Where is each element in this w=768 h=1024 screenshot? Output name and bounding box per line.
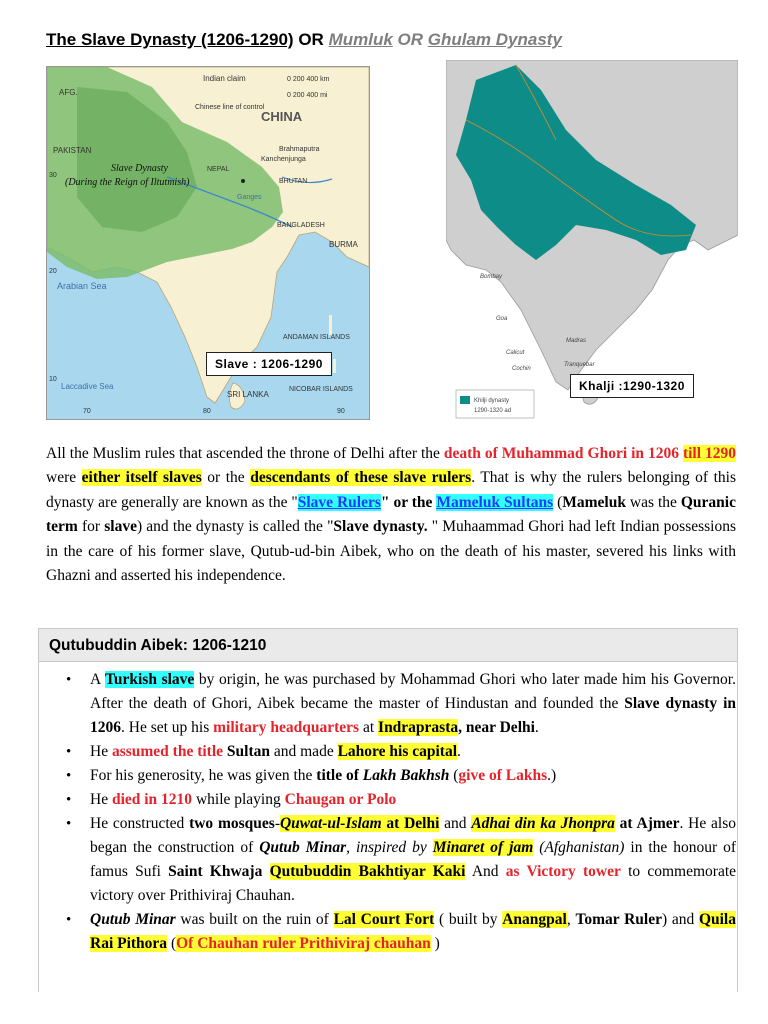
label-tranquebar: Tranquebar: [564, 362, 595, 368]
label-lon80: 80: [203, 408, 211, 415]
b5-italic-1: , inspired by: [346, 839, 433, 856]
intro-text-2: were: [46, 469, 82, 487]
khalji-legend-line2: 1290-1320 ad: [474, 408, 512, 414]
label-ganges: Ganges: [237, 194, 262, 201]
label-madras: Madras: [566, 338, 587, 344]
b5-t10: to commemorate victory over Prithiviraj Chauhan.: [90, 863, 737, 904]
b5-hl-3: Adhai din ka Jhonpra: [471, 815, 615, 832]
b6-hl-3: Quila Rai Pithora: [90, 911, 736, 952]
b6-bold-italic: Qutub Minar: [90, 911, 176, 928]
intro-hl-2: descendants of these slave rulers: [250, 469, 472, 487]
b1-hl: Indraprasta: [378, 719, 459, 736]
b1-red: military headquarters: [213, 719, 360, 736]
b5-bold-1: two mosques: [189, 815, 275, 832]
label-arabian-sea: Arabian Sea: [57, 281, 107, 291]
label-bhutan: BHUTAN: [279, 178, 308, 185]
intro-text-8: for: [77, 518, 105, 536]
label-lat20: 20: [49, 268, 57, 275]
b5-hl-2: at Delhi: [386, 815, 440, 832]
label-empire-line2: (During the Reign of Iltutmish): [65, 177, 190, 188]
intro-bold-2: Quranic term: [46, 493, 736, 536]
label-lat10: 10: [49, 376, 57, 383]
label-empire-line1: Slave Dynasty: [111, 163, 168, 174]
b1-t5: .: [534, 719, 539, 736]
intro-text-9: ) and the dynasty is called the ": [136, 518, 334, 536]
b6-t6: ): [430, 935, 440, 952]
b5-t4: and: [439, 815, 472, 832]
title-or-1: OR: [298, 30, 324, 49]
label-china: CHINA: [261, 109, 303, 124]
label-lon70: 70: [83, 408, 91, 415]
b5-bold-2: at Ajmer: [619, 815, 680, 832]
intro-cyan-1: Slave Rulers: [297, 493, 381, 511]
label-lat30: 30: [49, 172, 57, 179]
b5-hl-4: Minaret of jam: [432, 839, 534, 856]
b2-red: assumed the title: [111, 743, 224, 760]
title-or-2: OR: [397, 30, 424, 49]
b1-t2: by origin, he was purchased by Mohammad Ghori who later made him his Governor. After the death of Ghori, Aibek became the master of Hindustan and founded the: [90, 671, 736, 712]
bullet-item-6: [90, 908, 736, 956]
label-andaman: ANDAMAN ISLANDS: [283, 334, 350, 341]
label-calicut: Calicut: [506, 350, 525, 356]
b4-red-2: Chaugan or Polo: [284, 791, 397, 808]
b6-hl-2: Anangpal: [502, 911, 567, 928]
intro-bold-3: slave: [104, 518, 137, 536]
intro-hl-1: either itself slaves: [81, 469, 202, 487]
intro-text-5: " or the: [380, 493, 437, 511]
b6-t2: ( built by: [434, 911, 503, 928]
label-nepal: NEPAL: [207, 166, 230, 173]
title-alt-ghulam: Ghulam Dynasty: [427, 30, 562, 49]
b6-t1: was built on the ruin of: [175, 911, 334, 928]
b5-t2: -: [274, 815, 280, 832]
intro-text-10: " Muhaammad Ghori had left Indian possessions in the care of his former slave, Qutub-ud-bin Aibek, who on the death of his master, severed his links with Ghazni and asserted his independence.: [46, 518, 737, 585]
intro-text-4: . That is why the rulers belonging of this dynasty are generally are known as the ": [46, 469, 736, 511]
label-chinese-line: Chinese line of control: [195, 104, 265, 111]
label-laccadive: Laccadive Sea: [61, 382, 114, 391]
khalji-map-graphic: [446, 60, 738, 425]
b1-bold-2: , near Delhi: [458, 719, 535, 736]
label-afg: AFG.: [59, 88, 78, 97]
b6-t4: ) and: [661, 911, 699, 928]
intro-red-1: death of Muhammad Ghori in 1206: [443, 445, 679, 462]
b3-t1: For his generosity, he was given the: [90, 767, 317, 784]
b1-cyan: Turkish slave: [104, 671, 195, 688]
label-goa: Goa: [496, 316, 508, 322]
b1-t1: A: [90, 671, 105, 688]
b5-hl-5: Qutubuddin Bakhtiyar Kaki: [269, 863, 466, 880]
label-scale-bottom: 0 200 400 mi: [287, 92, 328, 99]
bullet-item-4: [90, 788, 736, 812]
bullet-item-5: [90, 812, 736, 908]
khalji-legend-line1: Khilji dynasty: [474, 398, 510, 404]
bullet-list: [90, 668, 736, 956]
label-brahmaputra: Brahmaputra: [279, 146, 320, 153]
page-title: [46, 30, 746, 50]
b5-t1: He constructed: [90, 815, 190, 832]
intro-bold-4: Slave dynasty.: [333, 518, 428, 536]
intro-text-6: (: [553, 493, 563, 511]
b1-t3: . He set up his: [121, 719, 214, 736]
b3-bold: title of: [316, 767, 363, 784]
bullet-item-1: [90, 668, 736, 740]
title-alt-mumluk: Mumluk: [328, 30, 393, 49]
bullet-item-3: [90, 764, 736, 788]
b4-t1: He: [90, 791, 112, 808]
label-pakistan: PAKISTAN: [53, 146, 92, 155]
label-sri-lanka: SRI LANKA: [227, 390, 269, 399]
label-nicobar: NICOBAR ISLANDS: [289, 386, 353, 393]
b5-t7: in the honour of famus Sufi: [90, 839, 737, 880]
b2-t1: He: [90, 743, 112, 760]
section-heading: Qutubuddin Aibek: 1206-1210: [38, 628, 738, 662]
slave-map-caption: Slave : 1206-1290: [206, 352, 332, 376]
label-indian-claim: Indian claim: [203, 74, 246, 83]
label-cochin: Cochin: [512, 366, 531, 372]
b4-red-1: died in 1210: [111, 791, 193, 808]
title-main: The Slave Dynasty (1206-1290): [46, 30, 294, 49]
b1-t4: at: [359, 719, 379, 736]
b6-t5: (: [167, 935, 177, 952]
b6-bold: Tomar Ruler: [575, 911, 662, 928]
b5-bold-3: Saint Khwaja: [168, 863, 263, 880]
intro-text-3: or the: [201, 469, 251, 487]
b6-hl-1: Lal Court Fort: [333, 911, 435, 928]
b6-red: Of Chauhan ruler Prithiviraj chauhan: [176, 935, 431, 952]
b1-bold: Slave dynasty in 1206: [90, 695, 736, 736]
b5-red: as Victory tower: [505, 863, 621, 880]
b3-bold-italic: Lakh Bakhsh: [362, 767, 450, 784]
intro-text-1: All the Muslim rules that ascended the throne of Delhi after the: [46, 445, 444, 462]
label-bombay: Bombay: [480, 274, 503, 280]
intro-cyan-2: Mameluk Sultans: [436, 493, 554, 511]
b2-t3: and made: [270, 743, 338, 760]
b3-t3: .): [547, 767, 557, 784]
b4-t2: while playing: [192, 791, 285, 808]
b5-t9: And: [465, 863, 506, 880]
khalji-map: [446, 60, 738, 425]
b6-t3: ,: [566, 911, 576, 928]
label-lon90: 90: [337, 408, 345, 415]
b5-t6: . He also began the construction of: [90, 815, 736, 856]
b2-bold: Sultan: [226, 743, 270, 760]
intro-bold-1: Mameluk: [562, 493, 626, 511]
label-bangladesh: BANGLADESH: [277, 222, 325, 229]
b3-red: give of Lakhs: [458, 767, 548, 784]
label-kanchenjunga: Kanchenjunga: [261, 156, 306, 163]
label-scale-top: 0 200 400 km: [287, 76, 330, 83]
bullet-item-2: [90, 740, 736, 764]
b3-t2: (: [449, 767, 459, 784]
b5-italic-2: (Afghanistan): [533, 839, 625, 856]
intro-paragraph: [46, 442, 736, 588]
intro-text-7: was the: [625, 493, 681, 511]
label-burma: BURMA: [329, 240, 358, 249]
b5-bold-italic: Qutub Minar: [259, 839, 347, 856]
b2-hl: Lahore his capital: [337, 743, 457, 760]
b5-t8: [262, 863, 269, 880]
intro-red-2: till 1290: [682, 445, 736, 462]
b2-t4: .: [457, 743, 461, 760]
b5-hl-1: Quwat-ul-Islam: [279, 815, 382, 832]
khalji-map-caption: Khalji :1290-1320: [570, 374, 694, 398]
